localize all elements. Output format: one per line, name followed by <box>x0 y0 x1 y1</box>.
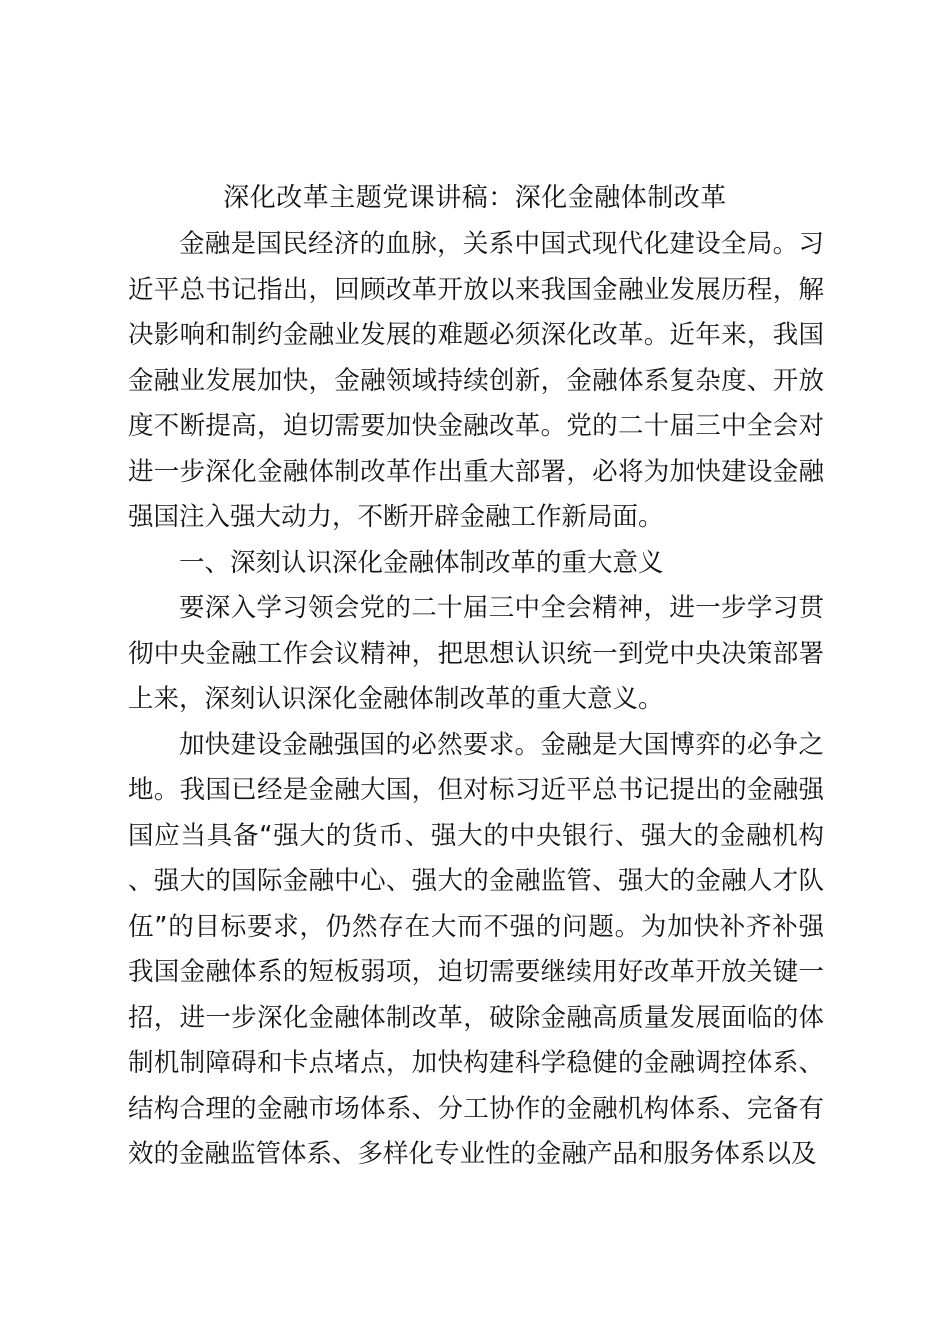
paragraph-financial-power: 加快建设金融强国的必然要求。金融是大国博弈的必争之地。我国已经是金融大国，但对标习近平总书记提出的金融强国应当具备“强大的货币、强大的中央银行、强大的金融机构、强大的国际金融中心、强大的金融监管、强大的金融人才队伍”的目标要求，仍然存在大而不强的问题。为加快补齐补强我国金融体系的短板弱项，迫切需要继续用好改革开放关键一招，进一步深化金融体制改革，破除金融高质量发展面临的体制机制障碍和卡点堵点，加快构建科学稳健的金融调控体系、结构合理的金融市场体系、分工协作的金融机构体系、完备有效的金融监管体系、多样化专业性的金融产品和服务体系以及 <box>128 729 824 1169</box>
document-body <box>128 222 824 1178</box>
paragraph-section-1-intro: 要深入学习领会党的二十届三中全会精神，进一步学习贯彻中央金融工作会议精神，把思想认识统一到党中央决策部署上来，深刻认识深化金融体制改革的重大意义。 <box>128 593 824 714</box>
section-heading-1: 一、深刻认识深化金融体制改革的重大意义 <box>179 547 664 578</box>
document-title: 深化改革主题党课讲稿：深化金融体制改革 <box>223 183 727 213</box>
paragraph-intro: 金融是国民经济的血脉，关系中国式现代化建设全局。习近平总书记指出，回顾改革开放以来我国金融业发展历程，解决影响和制约金融业发展的难题必须深化改革。近年来，我国金融业发展加快，金融领域持续创新，金融体系复杂度、开放度不断提高，迫切需要加快金融改革。党的二十届三中全会对进一步深化金融体制改革作出重大部署，必将为加快建设金融强国注入强大动力，不断开辟金融工作新局面。 <box>128 229 824 532</box>
